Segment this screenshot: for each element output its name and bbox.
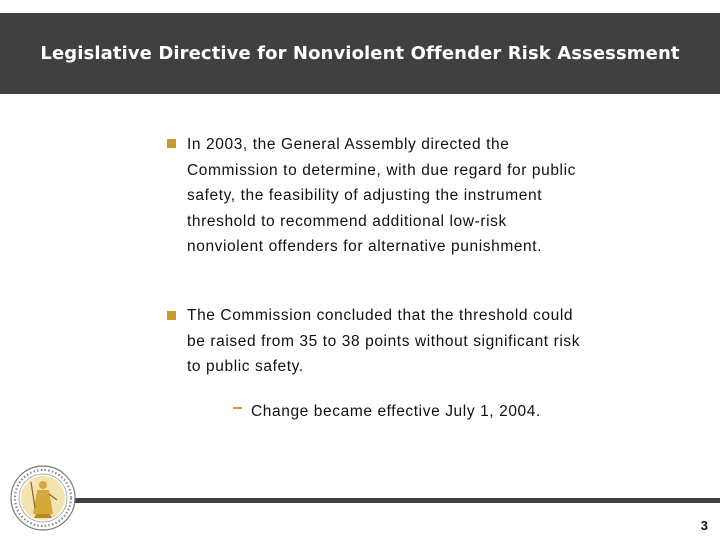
sub-bullet-text: Change became effective July 1, 2004.: [251, 403, 541, 420]
title-bar: [0, 13, 720, 94]
bullet-text-1: In 2003, the General Assembly directed the Commission to determine, with due regard for public safety, the feasibility of adjusting the instrument threshold to recommend additional low-risk nonviolent offenders for alternative punishment.: [187, 136, 576, 255]
dash-bullet-icon: [233, 407, 242, 409]
page-title: Legislative Directive for Nonviolent Offender Risk Assessment: [40, 43, 680, 64]
square-bullet-icon: [167, 139, 176, 148]
square-bullet-icon: [167, 311, 176, 320]
page-number: 3: [700, 518, 708, 533]
footer-divider: [70, 498, 720, 503]
bullet-text-2: The Commission concluded that the threshold could be raised from 35 to 38 points without significant risk to public safety.: [187, 307, 581, 375]
seal-logo-icon: [9, 464, 77, 532]
